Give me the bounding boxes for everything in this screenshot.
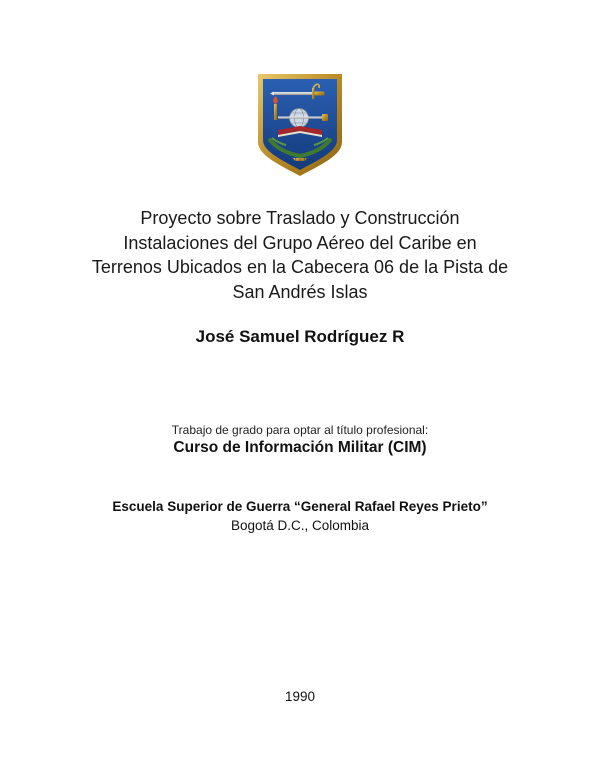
degree-course: Curso de Información Militar (CIM)	[173, 439, 427, 456]
degree-intro: Trabajo de grado para optar al título profesional:	[171, 423, 429, 437]
institution-name: Escuela Superior de Guerra “General Rafael Reyes Prieto”	[112, 499, 488, 514]
crest-icon	[256, 72, 344, 178]
title-line: Proyecto sobre Traslado y Construcción	[140, 208, 460, 228]
institution-city: Bogotá D.C., Colombia	[230, 518, 370, 533]
title-line: San Andrés Islas	[232, 281, 368, 302]
publication-year: 1990	[284, 689, 316, 704]
title-line: Instalaciones del Grupo Aéreo del Caribe en	[123, 232, 477, 253]
author-name: José Samuel Rodríguez R	[195, 327, 405, 346]
title-line: Terrenos Ubicados en la Cabecera 06 de la Pista de	[91, 257, 509, 277]
document-title	[60, 206, 540, 304]
